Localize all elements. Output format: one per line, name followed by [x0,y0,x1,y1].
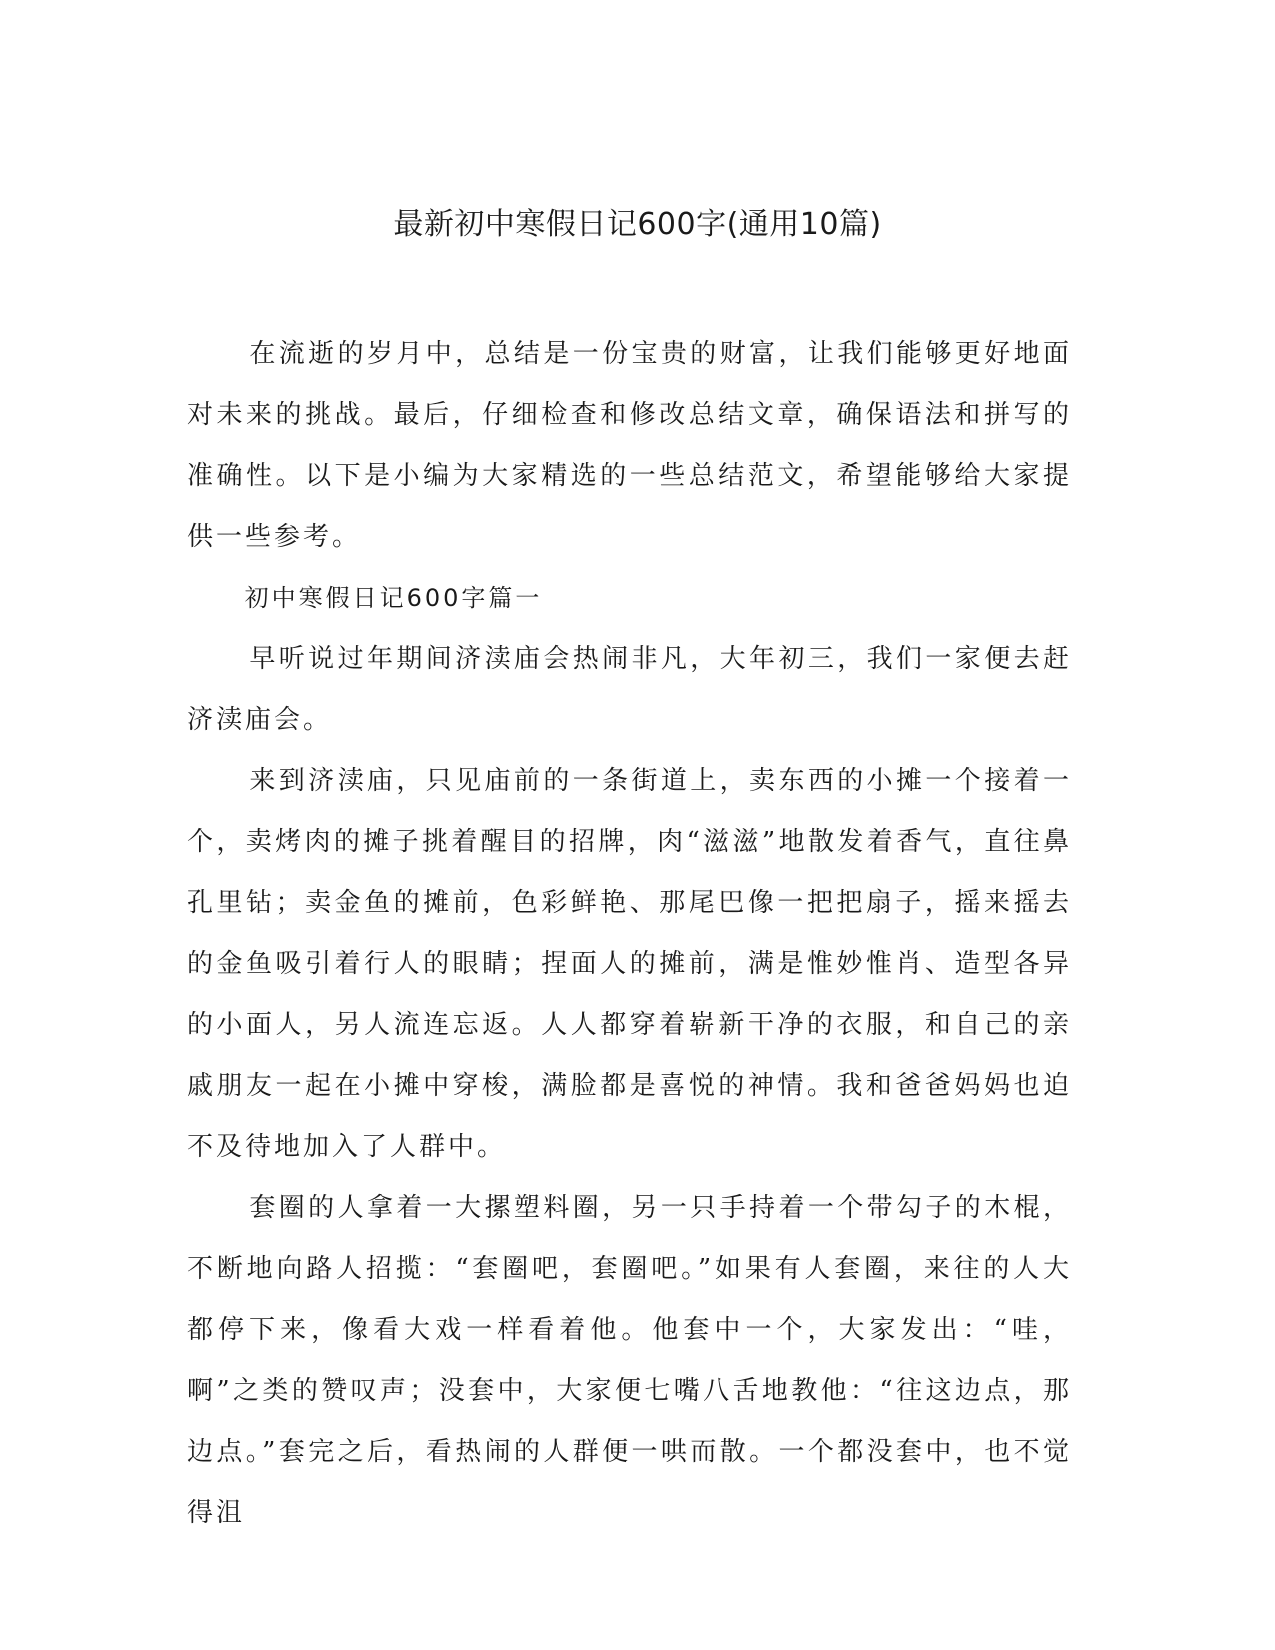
page-title: 最新初中寒假日记600字(通用10篇) [393,207,882,242]
body-paragraph: 来到济渎庙，只见庙前的一条街道上，卖东西的小摊一个接着一个，卖烤肉的摊子挑着醒目的招牌，肉“滋滋”地散发着香气，直往鼻孔里钻；卖金鱼的摊前，色彩鲜艳、那尾巴像一把把扇子，摇来摇去的金鱼吸引着行人的眼睛；捏面人的摊前，满是惟妙惟肖、造型各异的小面人，另人流连忘返。人人都穿着崭新干净的衣服，和自己的亲戚朋友一起在小摊中穿梭，满脸都是喜悦的神情。我和爸爸妈妈也迫不及待地加入了人群中。 [187,766,1072,1162]
intro-paragraph: 在流逝的岁月中，总结是一份宝贵的财富，让我们能够更好地面对未来的挑战。最后，仔细检查和修改总结文章，确保语法和拼写的准确性。以下是小编为大家精选的一些总结范文，希望能够给大家提供一些参考。 [187,339,1072,552]
body-paragraph: 套圈的人拿着一大摞塑料圈，另一只手持着一个带勾子的木棍，不断地向路人招揽：“套圈吧，套圈吧。”如果有人套圈，来往的人大都停下来，像看大戏一样看着他。他套中一个，大家发出：“哇，啊”之类的赞叹声；没套中，大家便七嘴八舌地教他：“往这边点，那边点。”套完之后，看热闹的人群便一哄而散。一个都没套中，也不觉得沮 [187,1193,1072,1528]
body-paragraph: 早听说过年期间济渎庙会热闹非凡，大年初三，我们一家便去赶济渎庙会。 [187,644,1072,735]
document-body [187,324,1072,1544]
section-heading: 初中寒假日记600字篇一 [244,584,543,612]
